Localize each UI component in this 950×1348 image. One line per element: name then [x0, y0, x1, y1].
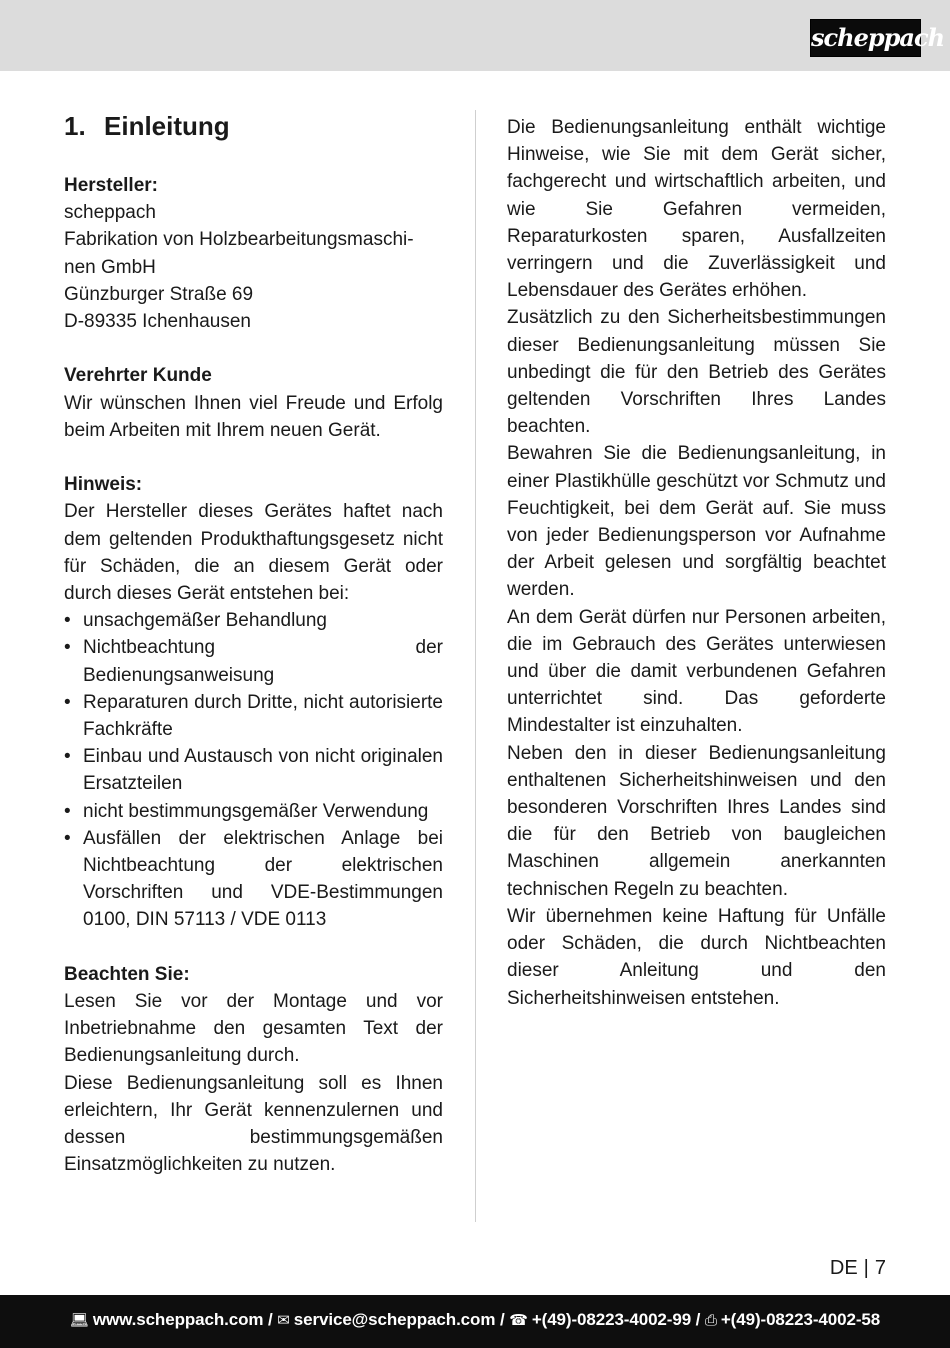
body-paragraph: Zusätzlich zu den Sicherheitsbestimmungen dieser Bedienungsanleitung müssen Sie unbedingt die für den Betrieb des Gerätes geltenden Vorschriften Ihres Landes beachten.	[507, 307, 886, 438]
footer-separator: /	[495, 1310, 510, 1329]
body-paragraph: Bewahren Sie die Bedienungsanleitung, in einer Plastikhülle geschützt vor Schmutz und Feuchtigkeit, bei dem Gerät auf. Sie muss von jeder Bedienungsperson vor Aufnahme der Arbeit gelesen und sorgfältig beachtet werden.	[507, 443, 886, 601]
list-item: • Reparaturen durch Dritte, nicht autorisierte Fachkräfte	[64, 689, 443, 743]
manufacturer-company: Fabrikation von Holzbearbeitungsmaschi- nen GmbH	[64, 229, 414, 278]
footer-bar	[0, 1295, 950, 1348]
section-number: 1.	[64, 111, 86, 141]
attention-paragraph: Diese Bedienungsanleitung soll es Ihnen erleichtern, Ihr Gerät kennenzulernen und dessen bestimmungsgemäßen Einsatzmöglichkeiten zu nutzen.	[64, 1072, 443, 1176]
note-list	[64, 607, 443, 933]
note-text: Der Hersteller dieses Gerätes haftet nach dem geltenden Produkthaftungsgesetz nicht für Schäden, die an diesem Gerät oder durch dieses Gerät entstehen bei:	[64, 501, 443, 605]
column-divider	[475, 110, 476, 1222]
fax-icon: ⎙︎	[704, 1312, 717, 1329]
brand-logo: scheppach	[810, 19, 921, 57]
footer-separator: /	[691, 1310, 705, 1329]
list-item: • Ausfällen der elektrischen Anlage bei Nichtbeachtung der elektrischen Vorschriften und VDE-Bestimmungen 0100, DIN 57113 / VDE 0113	[64, 825, 443, 934]
list-item: • Einbau und Austausch von nicht originalen Ersatzteilen	[64, 743, 443, 797]
fax-number: +(49)-08223-4002-58	[720, 1310, 881, 1329]
manufacturer-label: Hersteller:	[64, 175, 158, 196]
email-link[interactable]: service@scheppach.com	[293, 1310, 496, 1329]
manufacturer-name: scheppach	[64, 202, 156, 224]
mail-icon: ✉︎	[277, 1312, 290, 1329]
phone-icon: ☎︎	[509, 1312, 528, 1329]
page-number-value: 7	[874, 1257, 886, 1279]
body-paragraph: Wir übernehmen keine Haftung für Unfälle oder Schäden, die durch Nichtbeachten dieser Anleitung und den Sicherheitshinweisen entstehen.	[507, 905, 886, 1009]
attention-paragraph: Lesen Sie vor der Montage und vor Inbetriebnahme den gesamten Text der Bedienungsanleitung durch.	[64, 991, 443, 1067]
body-paragraph: Neben den in dieser Bedienungsanleitung enthaltenen Sicherheitshinweisen und den besonderen Vorschriften Ihres Landes sind die für den Betrieb von baugleichen Maschinen allgemein anerkannten technischen Regeln zu beachten.	[507, 742, 886, 900]
manufacturer-street: Günzburger Straße 69	[64, 283, 254, 305]
right-column	[507, 114, 886, 1012]
page-separator: |	[863, 1257, 869, 1279]
left-column	[64, 109, 443, 1178]
page-number	[780, 1254, 886, 1282]
footer-separator: /	[263, 1310, 278, 1329]
customer-text: Wir wünschen Ihnen viel Freude und Erfolg beim Arbeiten mit Ihrem neuen Gerät.	[64, 392, 443, 441]
body-paragraph: An dem Gerät dürfen nur Personen arbeiten, die im Gebrauch des Gerätes unterwiesen und über die damit verbundenen Gefahren unterrichtet sind. Das geforderte Mindestalter ist einzuhalten.	[507, 606, 886, 737]
note-label: Hinweis:	[64, 474, 143, 496]
list-item: • unsachgemäßer Behandlung	[64, 607, 443, 634]
list-item: • Nichtbeachtung der Bedienungsanweisung	[64, 634, 443, 688]
body-paragraph: Die Bedienungsanleitung enthält wichtige Hinweise, wie Sie mit dem Gerät sicher, fachgerecht und wirtschaftlich arbeiten, und wie Sie Gefahren vermeiden, Reparaturkosten sparen, Ausfallzeiten verringern und die Zuverlässigkeit und Lebensdauer des Gerätes erhöhen.	[507, 117, 886, 302]
attention-label: Beachten Sie:	[64, 963, 190, 985]
section-title: Einleitung	[104, 111, 230, 141]
language-code: DE	[829, 1257, 858, 1279]
phone-number[interactable]: +(49)-08223-4002-99	[531, 1310, 692, 1329]
header-bar	[0, 0, 950, 71]
computer-icon: 💻︎	[69, 1312, 89, 1329]
customer-label: Verehrter Kunde	[64, 365, 212, 387]
list-item: • nicht bestimmungsgemäßer Verwendung	[64, 798, 443, 825]
website-link[interactable]: www.scheppach.com	[92, 1310, 264, 1329]
manufacturer-city: D-89335 Ichenhausen	[64, 311, 251, 333]
section-heading	[64, 109, 443, 143]
